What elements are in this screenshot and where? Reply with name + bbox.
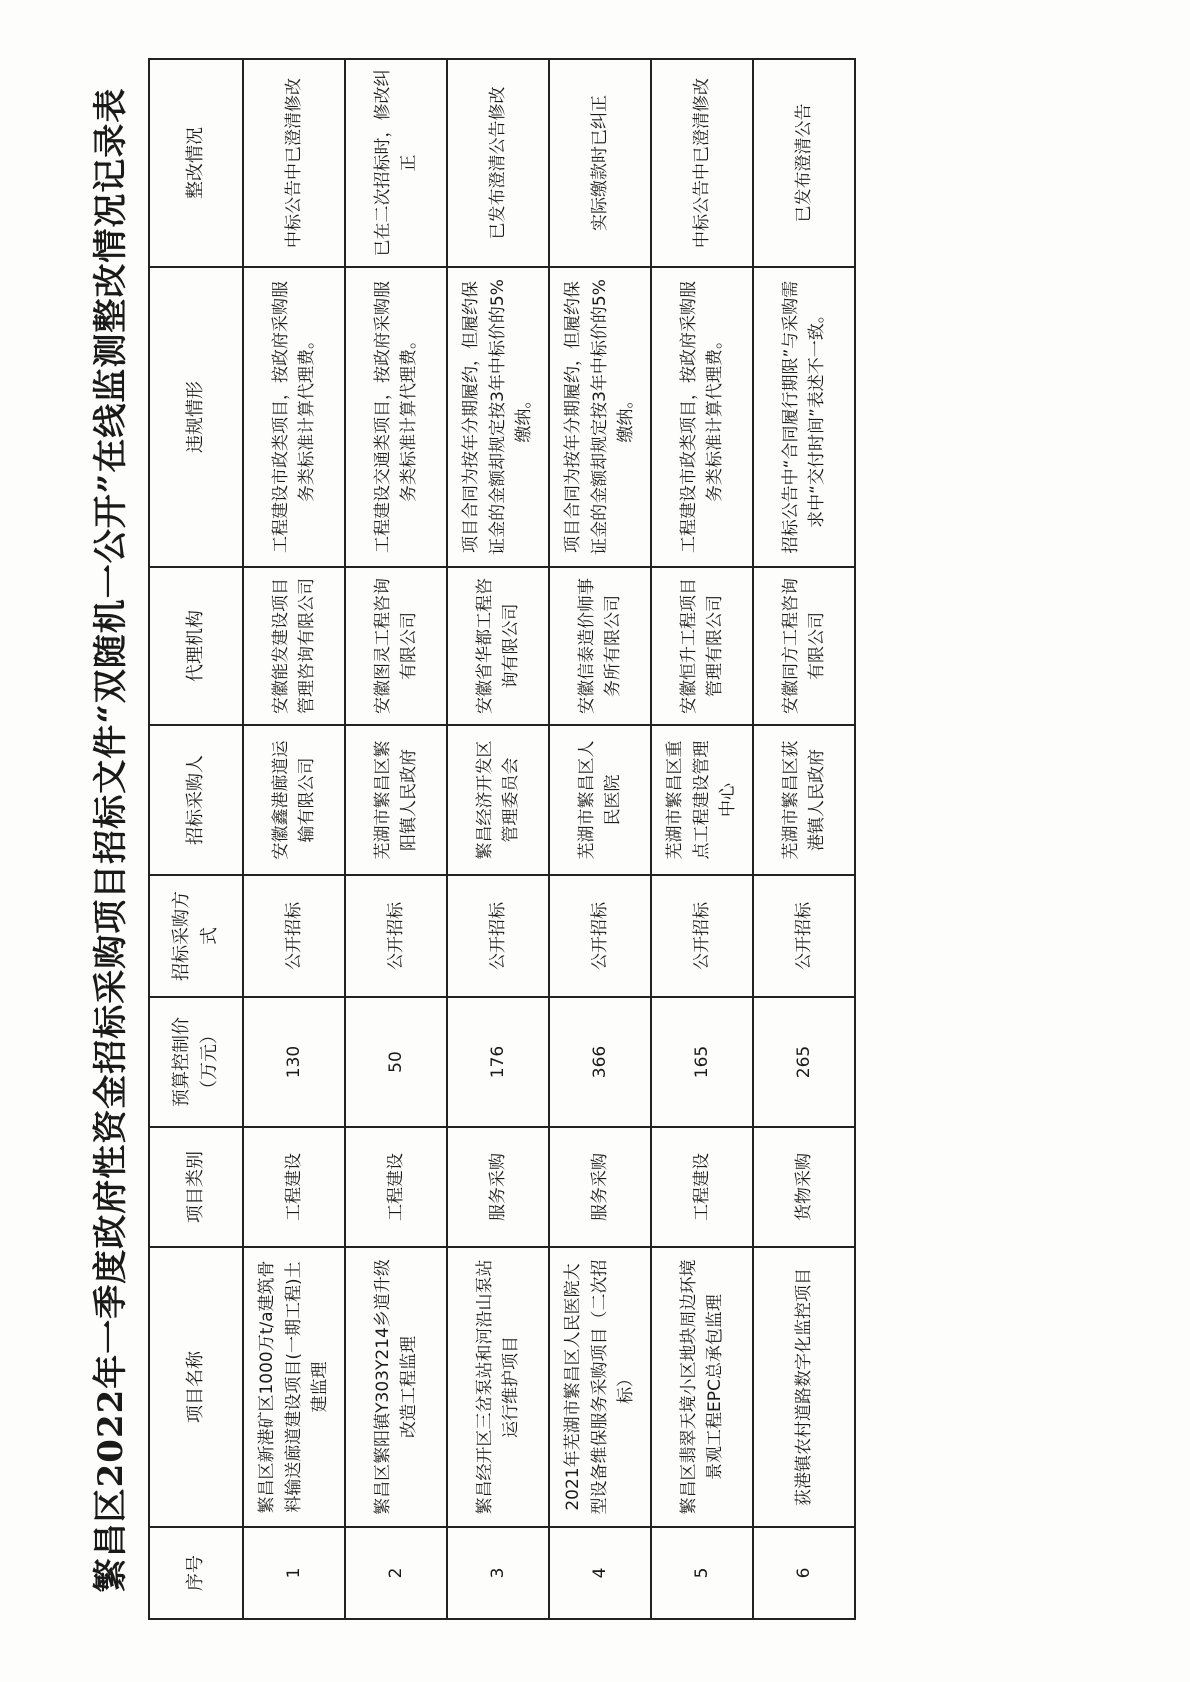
cell-rectification: 中标公告中已澄清修改 xyxy=(243,59,345,267)
cell-name: 2021年芜湖市繁昌区人民医院大型设备维保服务采购项目（二次招标） xyxy=(549,1247,651,1527)
cell-name: 繁昌区翡翠天境小区地块周边环境景观工程EPC总承包监理 xyxy=(651,1247,753,1527)
cell-category: 服务采购 xyxy=(549,1127,651,1247)
cell-purchaser: 芜湖市繁昌区人民医院 xyxy=(549,725,651,875)
cell-name: 繁昌区繁阳镇Y303Y214乡道升级改造工程监理 xyxy=(345,1247,447,1527)
cell-category: 工程建设 xyxy=(243,1127,345,1247)
table-row xyxy=(651,59,753,1619)
rotated-content xyxy=(80,60,940,1620)
cell-purchaser: 安徽鑫港廊道运输有限公司 xyxy=(243,725,345,875)
cell-rectification: 中标公告中已澄清修改 xyxy=(651,59,753,267)
cell-category: 工程建设 xyxy=(345,1127,447,1247)
cell-method: 公开招标 xyxy=(345,875,447,997)
cell-category: 服务采购 xyxy=(447,1127,549,1247)
cell-budget: 265 xyxy=(753,997,855,1127)
cell-name: 繁昌经开区三岔泵站和河沿山泵站运行维护项目 xyxy=(447,1247,549,1527)
cell-agency: 安徽省华都工程咨询有限公司 xyxy=(447,567,549,725)
cell-violation: 项目合同为按年分期履约，但履约保证金的金额却规定按3年中标价的5%缴纳。 xyxy=(447,267,549,567)
cell-agency: 安徽恒升工程项目管理有限公司 xyxy=(651,567,753,725)
table-row xyxy=(345,59,447,1619)
cell-rectification: 已发布澄清公告修改 xyxy=(447,59,549,267)
cell-purchaser: 繁昌经济开发区管理委员会 xyxy=(447,725,549,875)
header-purchaser: 招标采购人 xyxy=(149,725,243,875)
cell-category: 货物采购 xyxy=(753,1127,855,1247)
table-row xyxy=(243,59,345,1619)
cell-no: 1 xyxy=(243,1527,345,1619)
cell-method: 公开招标 xyxy=(651,875,753,997)
header-budget: 预算控制价（万元） xyxy=(149,997,243,1127)
header-category: 项目类别 xyxy=(149,1127,243,1247)
cell-agency: 安徽同方工程咨询有限公司 xyxy=(753,567,855,725)
cell-rectification: 已在二次招标时，修改纠正 xyxy=(345,59,447,267)
cell-violation: 招标公告中“合同履行期限”与采购需求中“交付时间”表述不一致。 xyxy=(753,267,855,567)
header-row xyxy=(149,59,243,1619)
cell-no: 6 xyxy=(753,1527,855,1619)
table-row xyxy=(753,59,855,1619)
cell-budget: 130 xyxy=(243,997,345,1127)
header-rectification: 整改情况 xyxy=(149,59,243,267)
cell-purchaser: 芜湖市繁昌区重点工程建设管理中心 xyxy=(651,725,753,875)
cell-method: 公开招标 xyxy=(549,875,651,997)
cell-agency: 安徽图灵工程咨询有限公司 xyxy=(345,567,447,725)
cell-budget: 366 xyxy=(549,997,651,1127)
cell-no: 4 xyxy=(549,1527,651,1619)
cell-name: 荻港镇农村道路数字化监控项目 xyxy=(753,1247,855,1527)
cell-rectification: 已发布澄清公告 xyxy=(753,59,855,267)
cell-violation: 工程建设交通类项目，按政府采购服务类标准计算代理费。 xyxy=(345,267,447,567)
table-row xyxy=(447,59,549,1619)
cell-violation: 工程建设市政类项目，按政府采购服务类标准计算代理费。 xyxy=(243,267,345,567)
records-table xyxy=(148,58,856,1620)
cell-no: 3 xyxy=(447,1527,549,1619)
cell-violation: 项目合同为按年分期履约，但履约保证金的金额却规定按3年中标价的5%缴纳。 xyxy=(549,267,651,567)
cell-method: 公开招标 xyxy=(447,875,549,997)
header-agency: 代理机构 xyxy=(149,567,243,725)
cell-budget: 165 xyxy=(651,997,753,1127)
header-method: 招标采购方式 xyxy=(149,875,243,997)
cell-purchaser: 芜湖市繁昌区繁阳镇人民政府 xyxy=(345,725,447,875)
cell-rectification: 实际缴款时已纠正 xyxy=(549,59,651,267)
cell-budget: 176 xyxy=(447,997,549,1127)
document-title: 繁昌区2022年一季度政府性资金招标采购项目招标文件“双随机一公开”在线监测整改情况记录表 xyxy=(91,87,131,1593)
header-violation: 违规情形 xyxy=(149,267,243,567)
cell-agency: 安徽能发建设项目管理咨询有限公司 xyxy=(243,567,345,725)
cell-category: 工程建设 xyxy=(651,1127,753,1247)
table-row xyxy=(549,59,651,1619)
cell-budget: 50 xyxy=(345,997,447,1127)
header-name: 项目名称 xyxy=(149,1247,243,1527)
cell-purchaser: 芜湖市繁昌区荻港镇人民政府 xyxy=(753,725,855,875)
cell-name: 繁昌区新港矿区1000万t/a建筑骨料输送廊道建设项目(一期工程)土建监理 xyxy=(243,1247,345,1527)
cell-no: 5 xyxy=(651,1527,753,1619)
cell-method: 公开招标 xyxy=(243,875,345,997)
cell-no: 2 xyxy=(345,1527,447,1619)
header-no: 序号 xyxy=(149,1527,243,1619)
cell-violation: 工程建设市政类项目，按政府采购服务类标准计算代理费。 xyxy=(651,267,753,567)
cell-method: 公开招标 xyxy=(753,875,855,997)
cell-agency: 安徽信泰造价师事务所有限公司 xyxy=(549,567,651,725)
